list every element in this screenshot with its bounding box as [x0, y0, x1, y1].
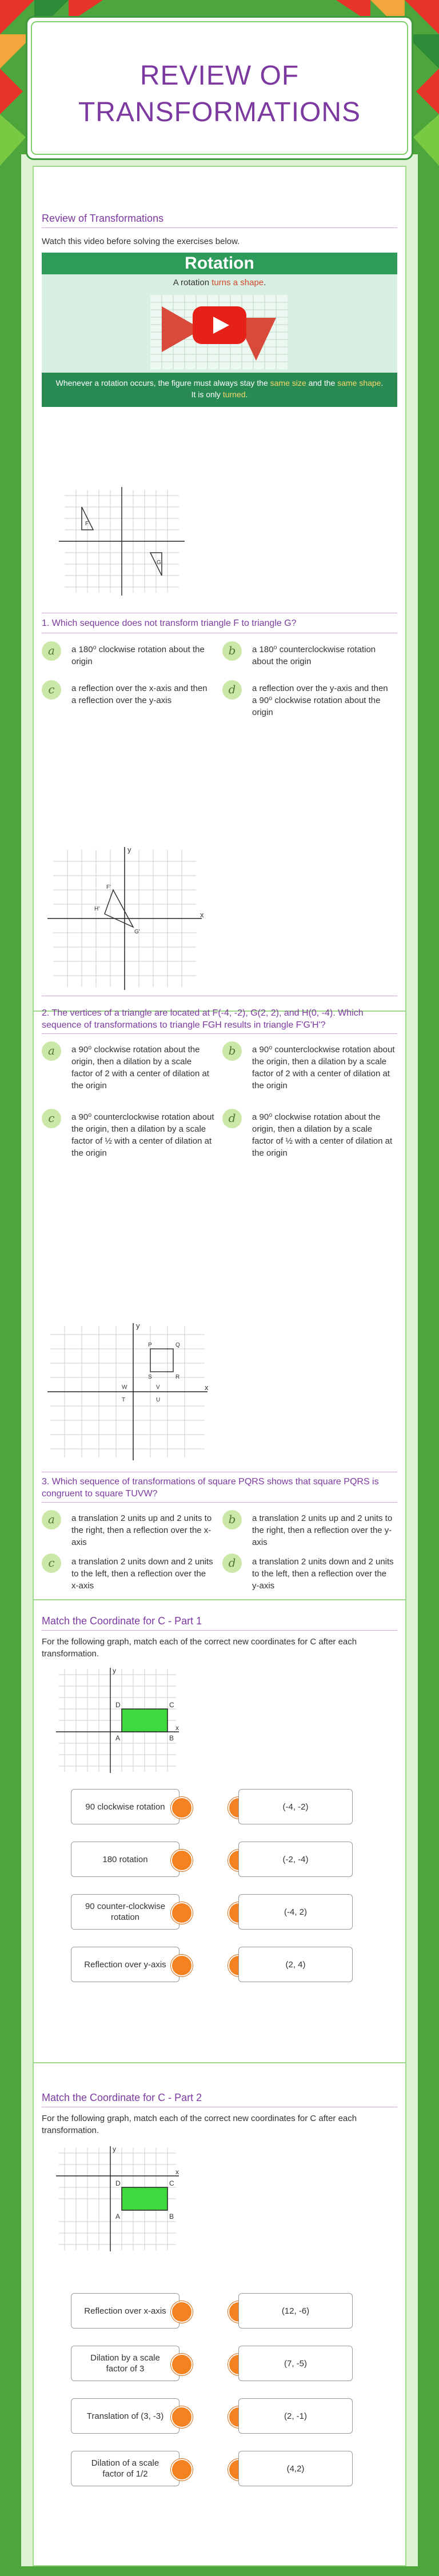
- match2-label-x: x: [175, 2168, 179, 2176]
- q1-label-g: G: [157, 560, 161, 566]
- q3-label-s: S: [148, 1374, 152, 1380]
- q3-label-p: P: [148, 1342, 152, 1348]
- match2-coordinate-graph: [53, 2144, 182, 2253]
- match1-left-item[interactable]: 90 counter-clockwise rotation: [71, 1894, 179, 1930]
- match1-left-connector[interactable]: [171, 1902, 193, 1924]
- q1-coordinate-graph: [53, 484, 190, 598]
- match2-right-item[interactable]: (7, -5): [238, 2346, 353, 2381]
- match1-heading: Match the Coordinate for C - Part 1: [42, 1615, 202, 1627]
- match2-left-connector[interactable]: [171, 2354, 193, 2375]
- q2-coordinate-graph: [42, 844, 207, 993]
- match2-label-a: A: [115, 2212, 121, 2220]
- match2-left-connector[interactable]: [171, 2459, 193, 2481]
- match1-right-item[interactable]: (-4, 2): [238, 1894, 353, 1930]
- match1-label-x: x: [175, 1724, 179, 1732]
- option-badge: a: [42, 641, 61, 661]
- q2-label-f: F': [106, 884, 111, 890]
- q2-question: 2. The vertices of a triangle are located at F(-4, -2), G(2, 2), and H(0, -4). Which sequence of transformations to triangle FGH results in triangle F'G'H'?: [42, 1008, 364, 1030]
- option-badge: a: [42, 1041, 61, 1061]
- q3-label-t: T: [122, 1397, 126, 1403]
- match1-right-item[interactable]: (-4, -2): [238, 1789, 353, 1824]
- option-badge: b: [222, 1041, 242, 1061]
- q3-label-w: W: [122, 1384, 127, 1391]
- q1-label-f: F: [85, 521, 89, 527]
- match1-left-connector[interactable]: [171, 1797, 193, 1819]
- match1-label-a: A: [115, 1734, 121, 1742]
- review-card: Review of Transformations Watch this video before solving the exercises below. Rotation A rotation turns a shape. Whenever a rotation occurs, the figure must always stay the same size and the same shape. It is only turned. F G 1. Which sequence does not transform triangle F to triangle G? a a 180⁰ clockwise rotation about the origin b a 180⁰ counterclockwise rotation about the origin c a reflection over the x-axis and then a reflection over the y-axis d a reflection over the y-axis and then a 90⁰ clockwise rotation about the origin x y F' H' G': [33, 166, 406, 1012]
- match1-left-connector[interactable]: [171, 1850, 193, 1871]
- youtube-play-icon[interactable]: [193, 306, 246, 344]
- title-card: [26, 16, 413, 160]
- q3-label-x: x: [205, 1383, 209, 1392]
- q3-question: 3. Which sequence of transformations of square PQRS shows that square PQRS is congruent to square TUVW?: [42, 1477, 379, 1499]
- match1-right-item[interactable]: (2, 4): [238, 1947, 353, 1982]
- match2-label-c: C: [169, 2179, 174, 2187]
- q2-label-h: H': [94, 906, 100, 912]
- match1-label-d: D: [115, 1701, 121, 1709]
- review-heading: Review of Transformations: [42, 213, 164, 224]
- q3-label-q: Q: [175, 1342, 180, 1348]
- option-badge: c: [42, 1109, 61, 1128]
- match2-label-d: D: [115, 2179, 121, 2187]
- video-subtitle: A rotation turns a shape.: [173, 278, 266, 287]
- video-player[interactable]: [42, 253, 397, 407]
- q3-label-y: y: [136, 1321, 140, 1330]
- video-caption: Whenever a rotation occurs, the figure must always stay the same size and the same shape. It is only turned.: [42, 373, 397, 407]
- q1-question: 1. Which sequence does not transform triangle F to triangle G?: [42, 618, 297, 628]
- questions-card: 2. The vertices of a triangle are located at F(-4, -2), G(2, 2), and H(0, -4). Which sequence of transformations to triangle FGH results in triangle F'G'H'? a a 90⁰ clockwise rotation about the origin, then a dilation by a scale factor of 2 with a center of dilation at the origin b a 90⁰ counterclockwise rotation about the origin, then a dilation by a scale factor of 2 with a center of dilation at the origin c a 90⁰ counterclockwise rotation about the origin, then a dilation by a scale factor of ½ with a center of dilation at the origin d a 90⁰ clockwise rotation about the origin, then a dilation by a scale factor of ½ with a center of dilation at the origin x y P Q S R W V T U 3. Which sequence of transformations of square PQRS shows that square PQRS is congruent to square TUVW? a a translation 2 units up and 2 units to the right, then a reflection over the x-axis b a translation 2 units up and 2 units to the right, then a reflection over the y-axis c a translation 2 units down and 2 units to the left, then a reflection over the x-axis d a translation 2 units down and 2 units to the left, then a reflection over the y-axis: [33, 1012, 406, 1600]
- match2-instruction: For the following graph, match each of the correct new coordinates for C after each transformation.: [42, 2114, 357, 2135]
- match1-left-connector[interactable]: [171, 1955, 193, 1976]
- option-badge: c: [42, 1553, 61, 1573]
- option-badge: d: [222, 1553, 242, 1573]
- match1-left-item[interactable]: Reflection over y-axis: [71, 1947, 179, 1982]
- video-title: Rotation: [42, 253, 397, 274]
- option-badge: d: [222, 1109, 242, 1128]
- page-title: REVIEW OF TRANSFORMATIONS: [78, 61, 361, 127]
- q3-label-v: V: [156, 1384, 160, 1391]
- q3-label-r: R: [175, 1374, 180, 1380]
- match2-right-item[interactable]: (2, -1): [238, 2398, 353, 2434]
- match-part2-card: [33, 2063, 406, 2566]
- q2-label-y: y: [127, 845, 131, 854]
- option-badge: c: [42, 680, 61, 700]
- match2-left-connector[interactable]: [171, 2406, 193, 2428]
- option-badge: d: [222, 680, 242, 700]
- match1-label-b: B: [169, 1734, 174, 1742]
- q3-label-u: U: [156, 1397, 161, 1403]
- match2-right-item[interactable]: (4,2): [238, 2451, 353, 2486]
- match1-instruction: For the following graph, match each of the correct new coordinates for C after each transformation.: [42, 1637, 357, 1659]
- match2-left-item[interactable]: Reflection over x-axis: [71, 2293, 179, 2329]
- match2-label-b: B: [169, 2212, 174, 2220]
- match2-right-item[interactable]: (12, -6): [238, 2293, 353, 2329]
- match1-left-item[interactable]: 180 rotation: [71, 1842, 179, 1877]
- option-badge: a: [42, 1510, 61, 1529]
- match2-left-item[interactable]: Dilation by a scale factor of 3: [71, 2346, 179, 2381]
- match2-left-item[interactable]: Dilation of a scale factor of 1/2: [71, 2451, 179, 2486]
- match1-left-item[interactable]: 90 clockwise rotation: [71, 1789, 179, 1824]
- match1-right-item[interactable]: (-2, -4): [238, 1842, 353, 1877]
- match2-heading: Match the Coordinate for C - Part 2: [42, 2092, 202, 2103]
- option-badge: b: [222, 1510, 242, 1529]
- match2-left-connector[interactable]: [171, 2301, 193, 2323]
- match1-label-c: C: [169, 1701, 174, 1709]
- option-badge: b: [222, 641, 242, 661]
- match2-label-y: y: [113, 2145, 116, 2153]
- q3-coordinate-graph: [42, 1320, 213, 1463]
- match1-coordinate-graph: [53, 1666, 182, 1775]
- match2-left-item[interactable]: Translation of (3, -3): [71, 2398, 179, 2434]
- match1-label-y: y: [113, 1667, 116, 1675]
- q2-label-g: G': [134, 929, 140, 935]
- review-instruction: Watch this video before solving the exercises below.: [42, 237, 240, 246]
- q2-label-x: x: [200, 910, 204, 919]
- match-part1-card: [33, 1600, 406, 2063]
